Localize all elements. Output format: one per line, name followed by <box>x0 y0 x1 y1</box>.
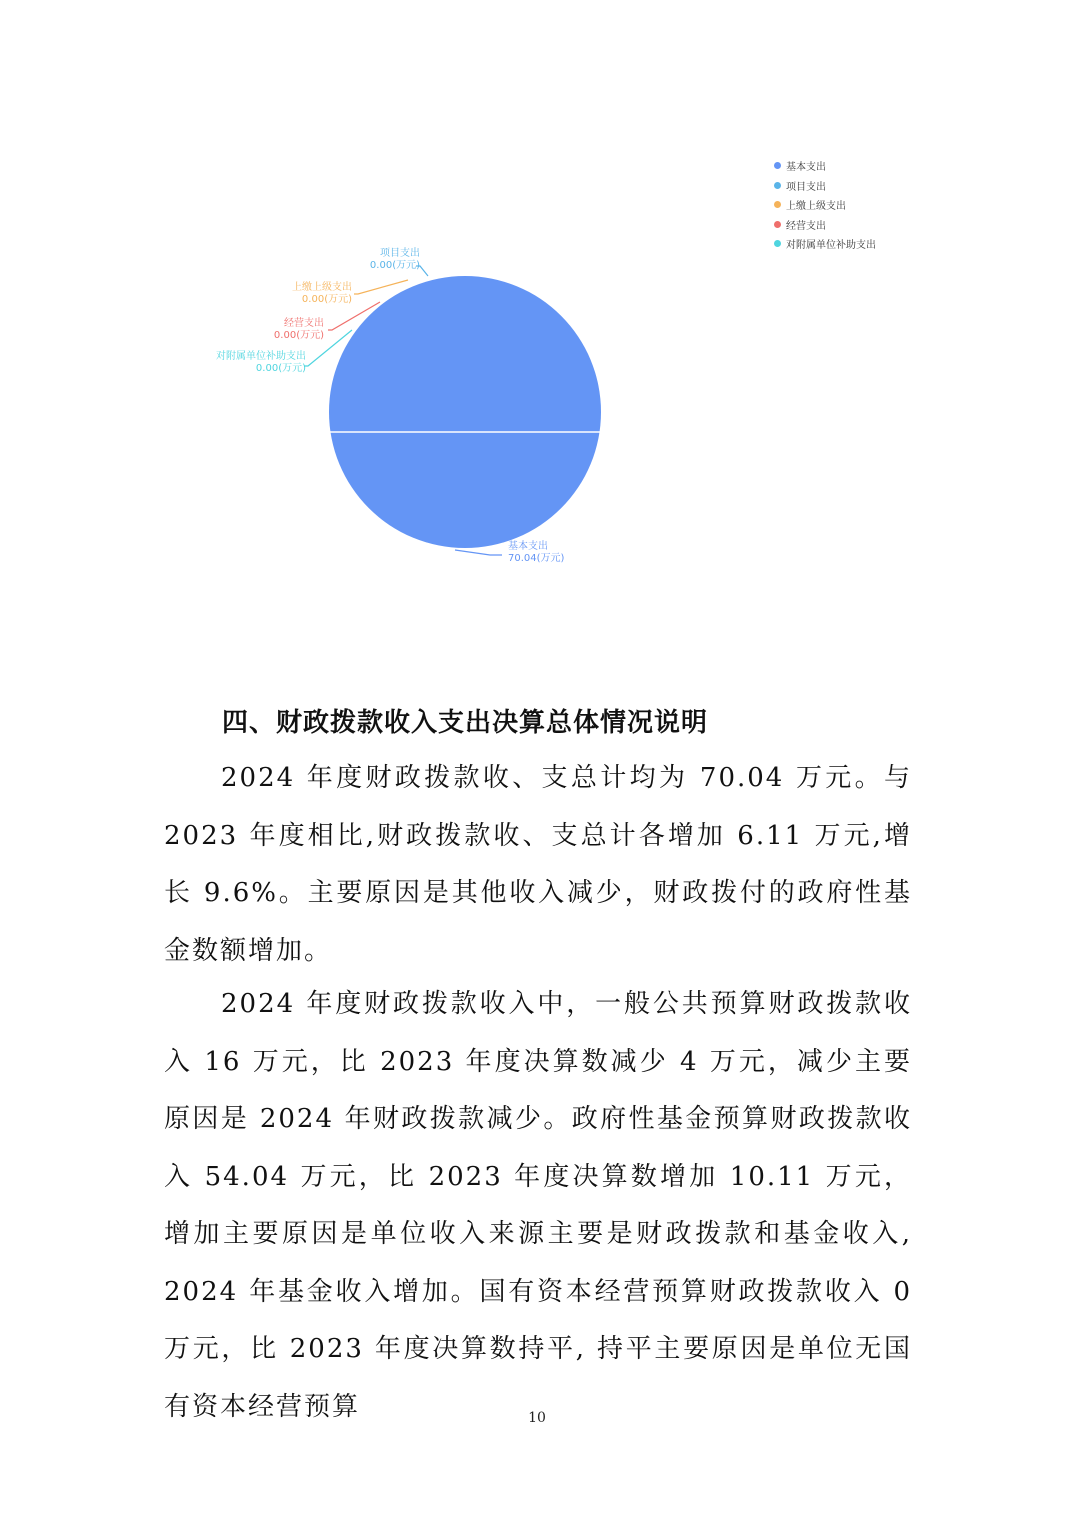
slice-name-label-1: 项目支出 <box>380 248 420 259</box>
legend-item-remit[interactable] <box>774 195 876 215</box>
pie-chart <box>0 0 1074 640</box>
pie-chart-svg <box>0 0 1074 640</box>
section-heading: 四、财政拨款收入支出决算总体情况说明 <box>222 708 709 738</box>
slice-value-label-3: 0.00(万元) <box>273 330 324 341</box>
slice-value-label-4: 0.00(万元) <box>255 363 306 374</box>
leader-line-2 <box>354 280 408 294</box>
paragraph-2: 2024 年度财政拨款收入中，一般公共预算财政拨款收入 16 万元，比 2023 年度决算数减少 4 万元，减少主要原因是 2024 年财政拨款减少。政府性基金预算财政拨款收入 54.04 万元，比 2023 年度决算数增加 10.11 万元，增加主要原因是单位收入来源主要是财政拨款和基金收入, 2024 年基金收入增加。国有资本经营预算财政拨款收入 0 万元，比 2023 年度决算数持平, 持平主要原因是单位无国有资本经营预算 <box>164 989 912 1422</box>
slice-name-label-3: 经营支出 <box>284 318 324 329</box>
leader-line-0 <box>455 550 502 555</box>
slice-name-label-4: 对附属单位补助支出 <box>216 351 306 362</box>
legend-dot-icon <box>774 182 781 189</box>
legend-item-basic[interactable] <box>774 156 876 176</box>
legend-item-subsidy[interactable] <box>774 234 876 254</box>
legend-label: 项目支出 <box>786 181 826 193</box>
pie-slice-0[interactable] <box>329 276 601 548</box>
legend-item-project[interactable] <box>774 176 876 196</box>
slice-name-label-2: 上缴上级支出 <box>292 282 352 293</box>
legend-label: 基本支出 <box>786 162 826 174</box>
legend-dot-icon <box>774 240 781 247</box>
legend-label: 上缴上级支出 <box>786 201 846 213</box>
slice-value-label-0: 70.04(万元) <box>508 553 565 564</box>
legend-dot-icon <box>774 201 781 208</box>
slice-value-label-2: 0.00(万元) <box>301 294 352 305</box>
slice-name-label-0: 基本支出 <box>508 541 548 552</box>
legend-label: 经营支出 <box>786 220 826 232</box>
legend-dot-icon <box>774 221 781 228</box>
chart-legend <box>774 156 876 254</box>
paragraph-1: 2024 年度财政拨款收、支总计均为 70.04 万元。与 2023 年度相比,财政拨款收、支总计各增加 6.11 万元,增长 9.6%。主要原因是其他收入减少，财政拨付的政府性基金数额增加。 <box>164 763 912 966</box>
legend-dot-icon <box>774 162 781 169</box>
legend-item-operating[interactable] <box>774 215 876 235</box>
page-number: 10 <box>528 1410 546 1426</box>
slice-value-label-1: 0.00(万元) <box>369 260 420 271</box>
legend-label: 对附属单位补助支出 <box>786 240 876 252</box>
